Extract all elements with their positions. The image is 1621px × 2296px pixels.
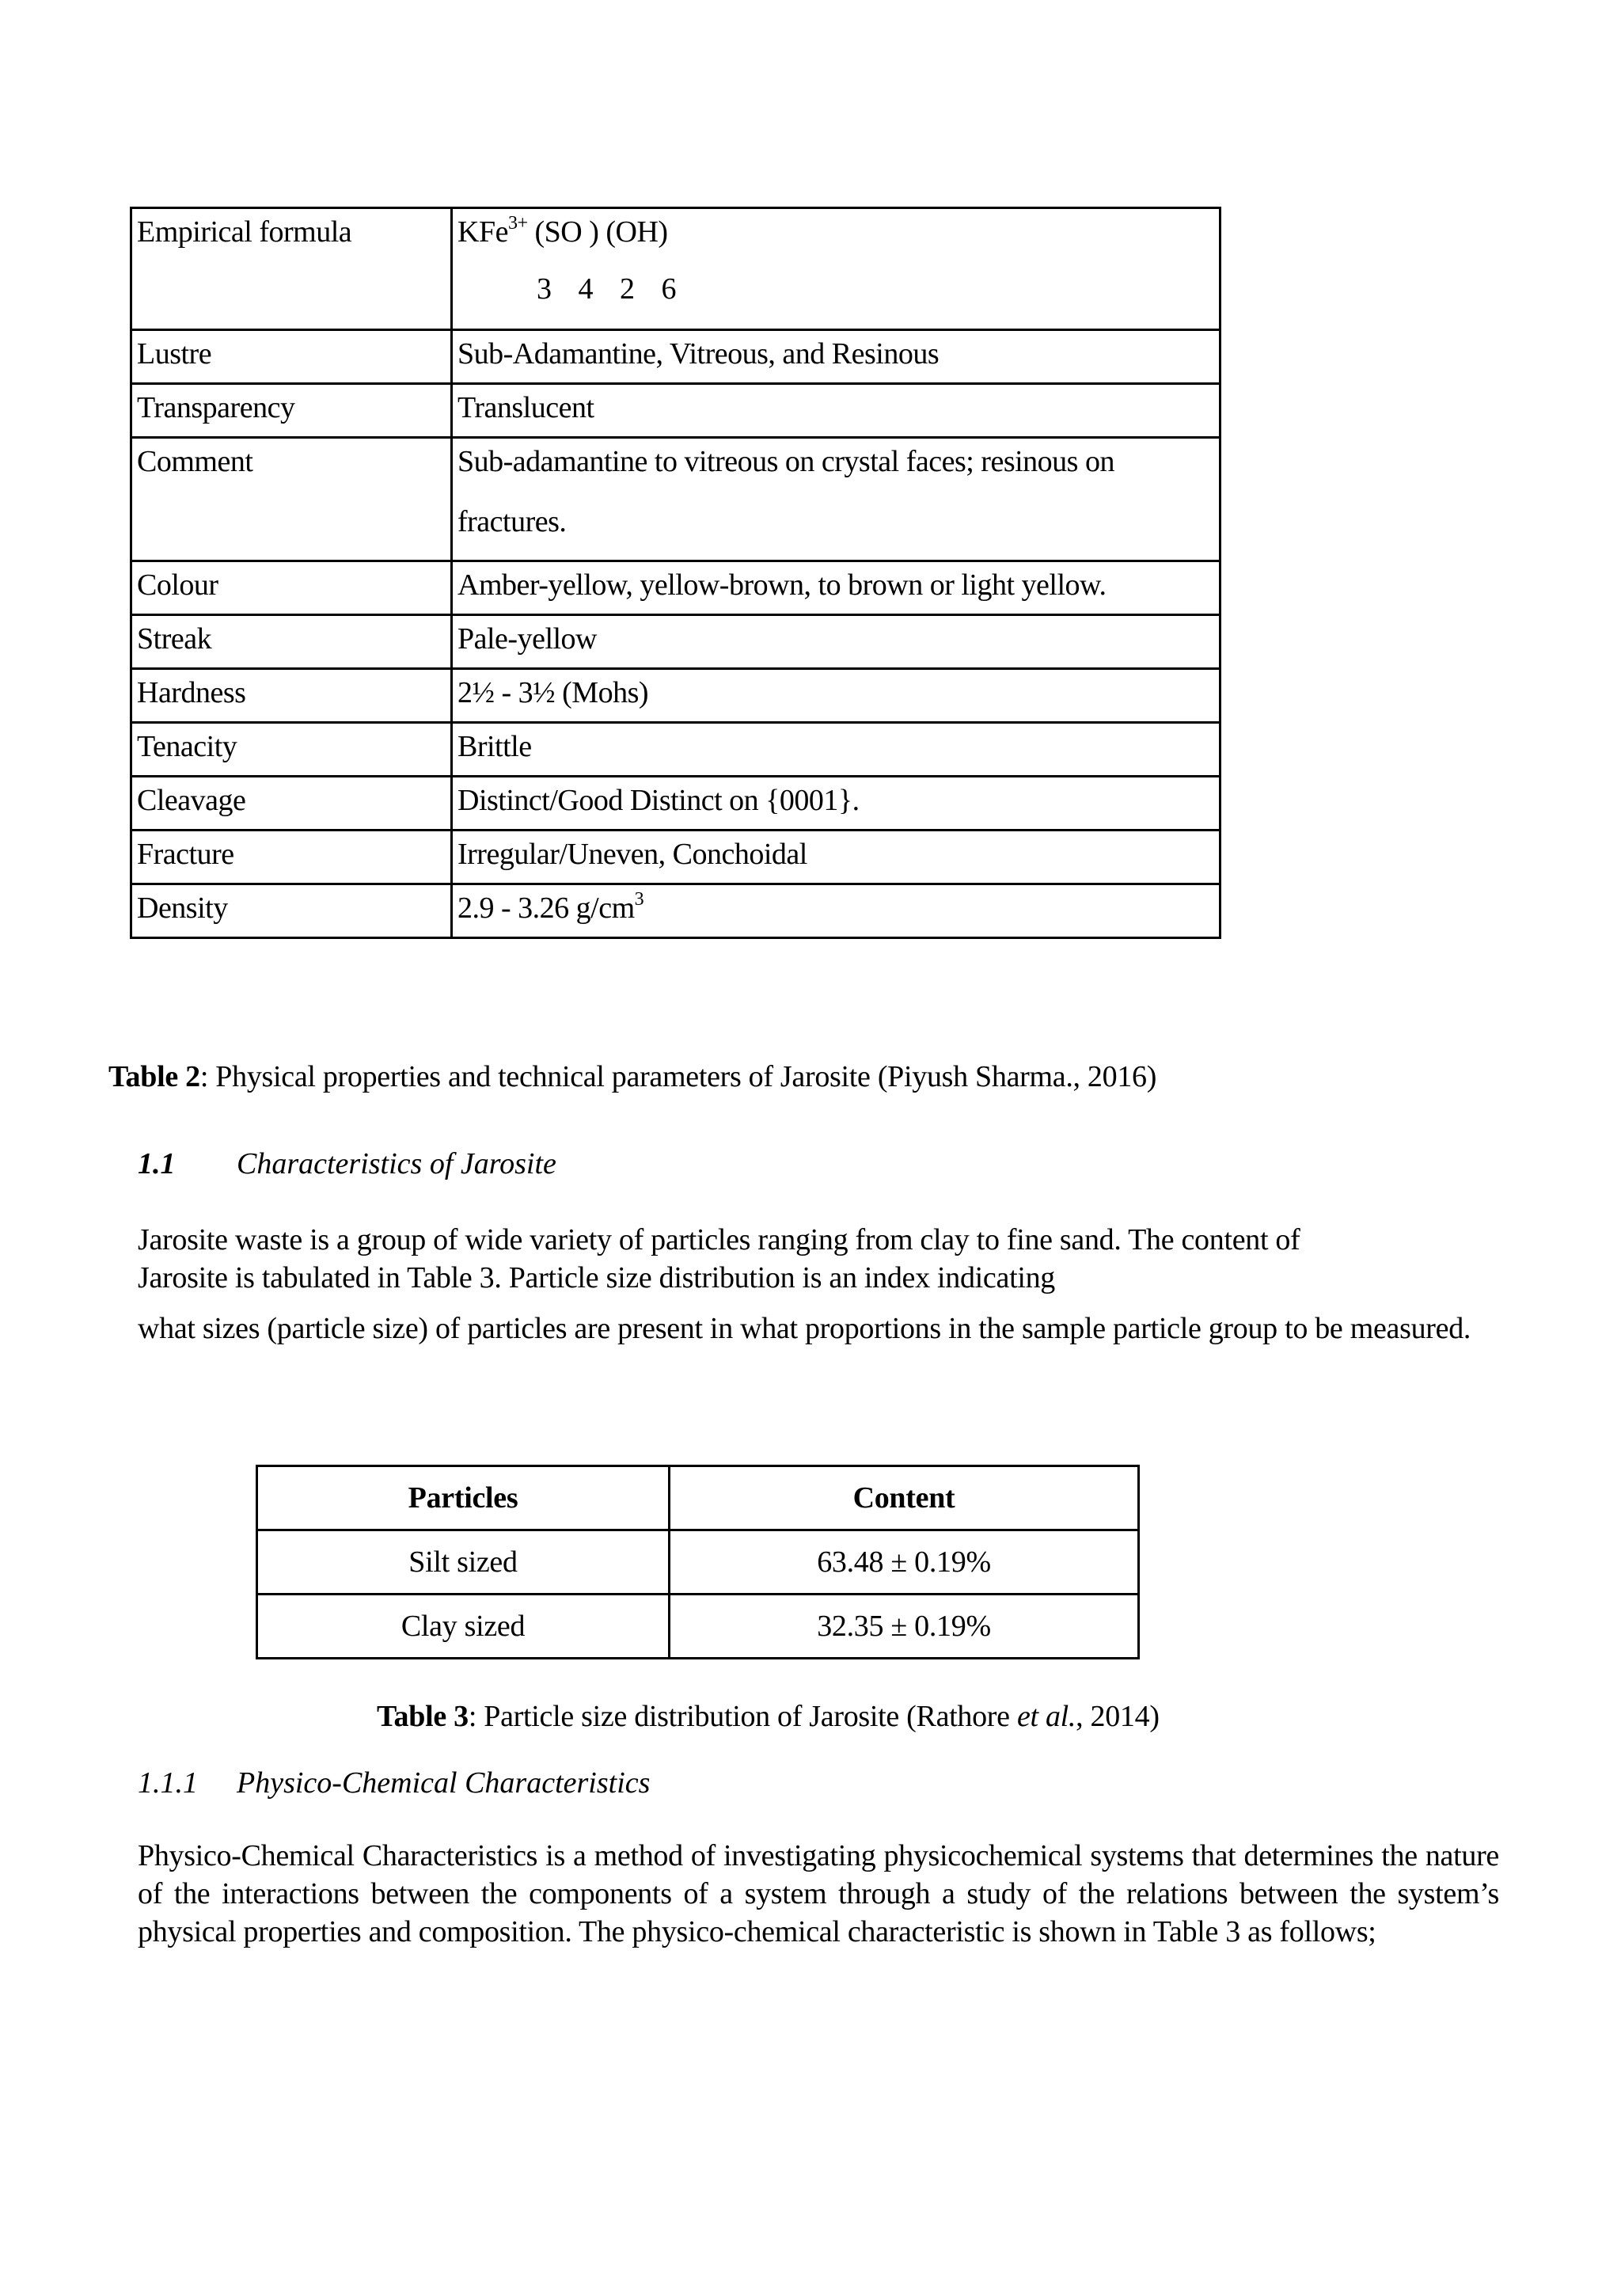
table-cell: 32.35 ± 0.19% [670, 1595, 1139, 1659]
property-cell: Lustre [131, 330, 452, 384]
value-cell [452, 208, 1220, 330]
table-row [131, 831, 1220, 884]
value-cell: Irregular/Uneven, Conchoidal [452, 831, 1220, 884]
subsection-heading [138, 1766, 650, 1800]
property-cell: Streak [131, 615, 452, 669]
caption-text: : Physical properties and technical parameters of Jarosite (Piyush Sharma., 2016) [199, 1060, 1157, 1093]
table-row [131, 884, 1220, 938]
paragraph: Physico-Chemical Characteristics is a method of investigating physicochemical systems that determines the nature of the interactions between the components of a system through a study of the relations between the system’s physical properties and composition. The physico-chemical characteristic is shown in Table 3 as follows; [138, 1839, 1499, 1948]
caption-label: Table 2 [108, 1060, 200, 1093]
section-heading [138, 1146, 556, 1181]
density-unit-superscript: 3 [634, 889, 644, 910]
formula-groups: (SO ) (OH) [527, 215, 668, 249]
paragraph-line: Jarosite waste is a group of wide variety of particles ranging from clay to fine sand. The content of [138, 1223, 1300, 1256]
section-number: 1.1 [138, 1147, 176, 1180]
table-row [131, 330, 1220, 384]
paragraph: what sizes (particle size) of particles are present in what proportions in the sample particle group to be measured. [138, 1312, 1471, 1345]
property-cell: Fracture [131, 831, 452, 884]
value-cell [452, 884, 1220, 938]
property-cell: Density [131, 884, 452, 938]
table-3-caption [377, 1699, 1160, 1734]
section-title: Characteristics of Jarosite [237, 1147, 556, 1180]
value-cell: Amber-yellow, yellow-brown, to brown or light yellow. [452, 561, 1220, 615]
table-cell: Clay sized [257, 1595, 670, 1659]
section-number: 1.1.1 [138, 1766, 198, 1800]
value-cell: Pale-yellow [452, 615, 1220, 669]
caption-italic: et al. [1016, 1700, 1076, 1733]
comment-line-2: fractures. [457, 505, 567, 538]
property-cell: Empirical formula [131, 208, 452, 330]
table-row [131, 723, 1220, 777]
table-header-row [257, 1466, 1139, 1530]
table-2-caption [108, 1059, 1156, 1094]
value-cell: Sub-Adamantine, Vitreous, and Resinous [452, 330, 1220, 384]
value-cell: Brittle [452, 723, 1220, 777]
formula-base: KFe [457, 215, 508, 249]
column-header: Content [670, 1466, 1139, 1530]
table-row [257, 1530, 1139, 1595]
table-cell: Silt sized [257, 1530, 670, 1595]
density-value: 2.9 - 3.26 g/cm [457, 891, 635, 925]
formula-superscript: 3+ [507, 213, 528, 234]
table-row [131, 438, 1220, 561]
section-title: Physico-Chemical Characteristics [237, 1766, 651, 1800]
caption-text: , 2014) [1076, 1700, 1160, 1733]
physical-properties-table [130, 207, 1221, 939]
paragraph-line: Jarosite is tabulated in Table 3. Particle size distribution is an index indicating [138, 1261, 1055, 1294]
table-row [131, 777, 1220, 831]
value-cell: 2½ - 3½ (Mohs) [452, 669, 1220, 723]
property-cell: Hardness [131, 669, 452, 723]
formula-subscripts: 3 4 2 6 [537, 272, 677, 306]
table-row [131, 669, 1220, 723]
table-cell: 63.48 ± 0.19% [670, 1530, 1139, 1595]
property-cell: Transparency [131, 384, 452, 438]
table-row [131, 615, 1220, 669]
table-row [131, 384, 1220, 438]
property-cell: Tenacity [131, 723, 452, 777]
table-row [131, 208, 1220, 330]
paragraph [138, 1221, 1499, 1297]
value-cell: Translucent [452, 384, 1220, 438]
property-cell: Comment [131, 438, 452, 561]
table-row [257, 1595, 1139, 1659]
comment-line-1: Sub-adamantine to vitreous on crystal faces; resinous on [457, 445, 1114, 478]
particle-size-table [256, 1465, 1140, 1659]
caption-label: Table 3 [377, 1700, 469, 1733]
property-cell: Colour [131, 561, 452, 615]
table-row [131, 561, 1220, 615]
value-cell: Distinct/Good Distinct on {0001}. [452, 777, 1220, 831]
caption-text: : Particle size distribution of Jarosite (Rathore [468, 1700, 1017, 1733]
value-cell [452, 438, 1220, 561]
column-header: Particles [257, 1466, 670, 1530]
property-cell: Cleavage [131, 777, 452, 831]
